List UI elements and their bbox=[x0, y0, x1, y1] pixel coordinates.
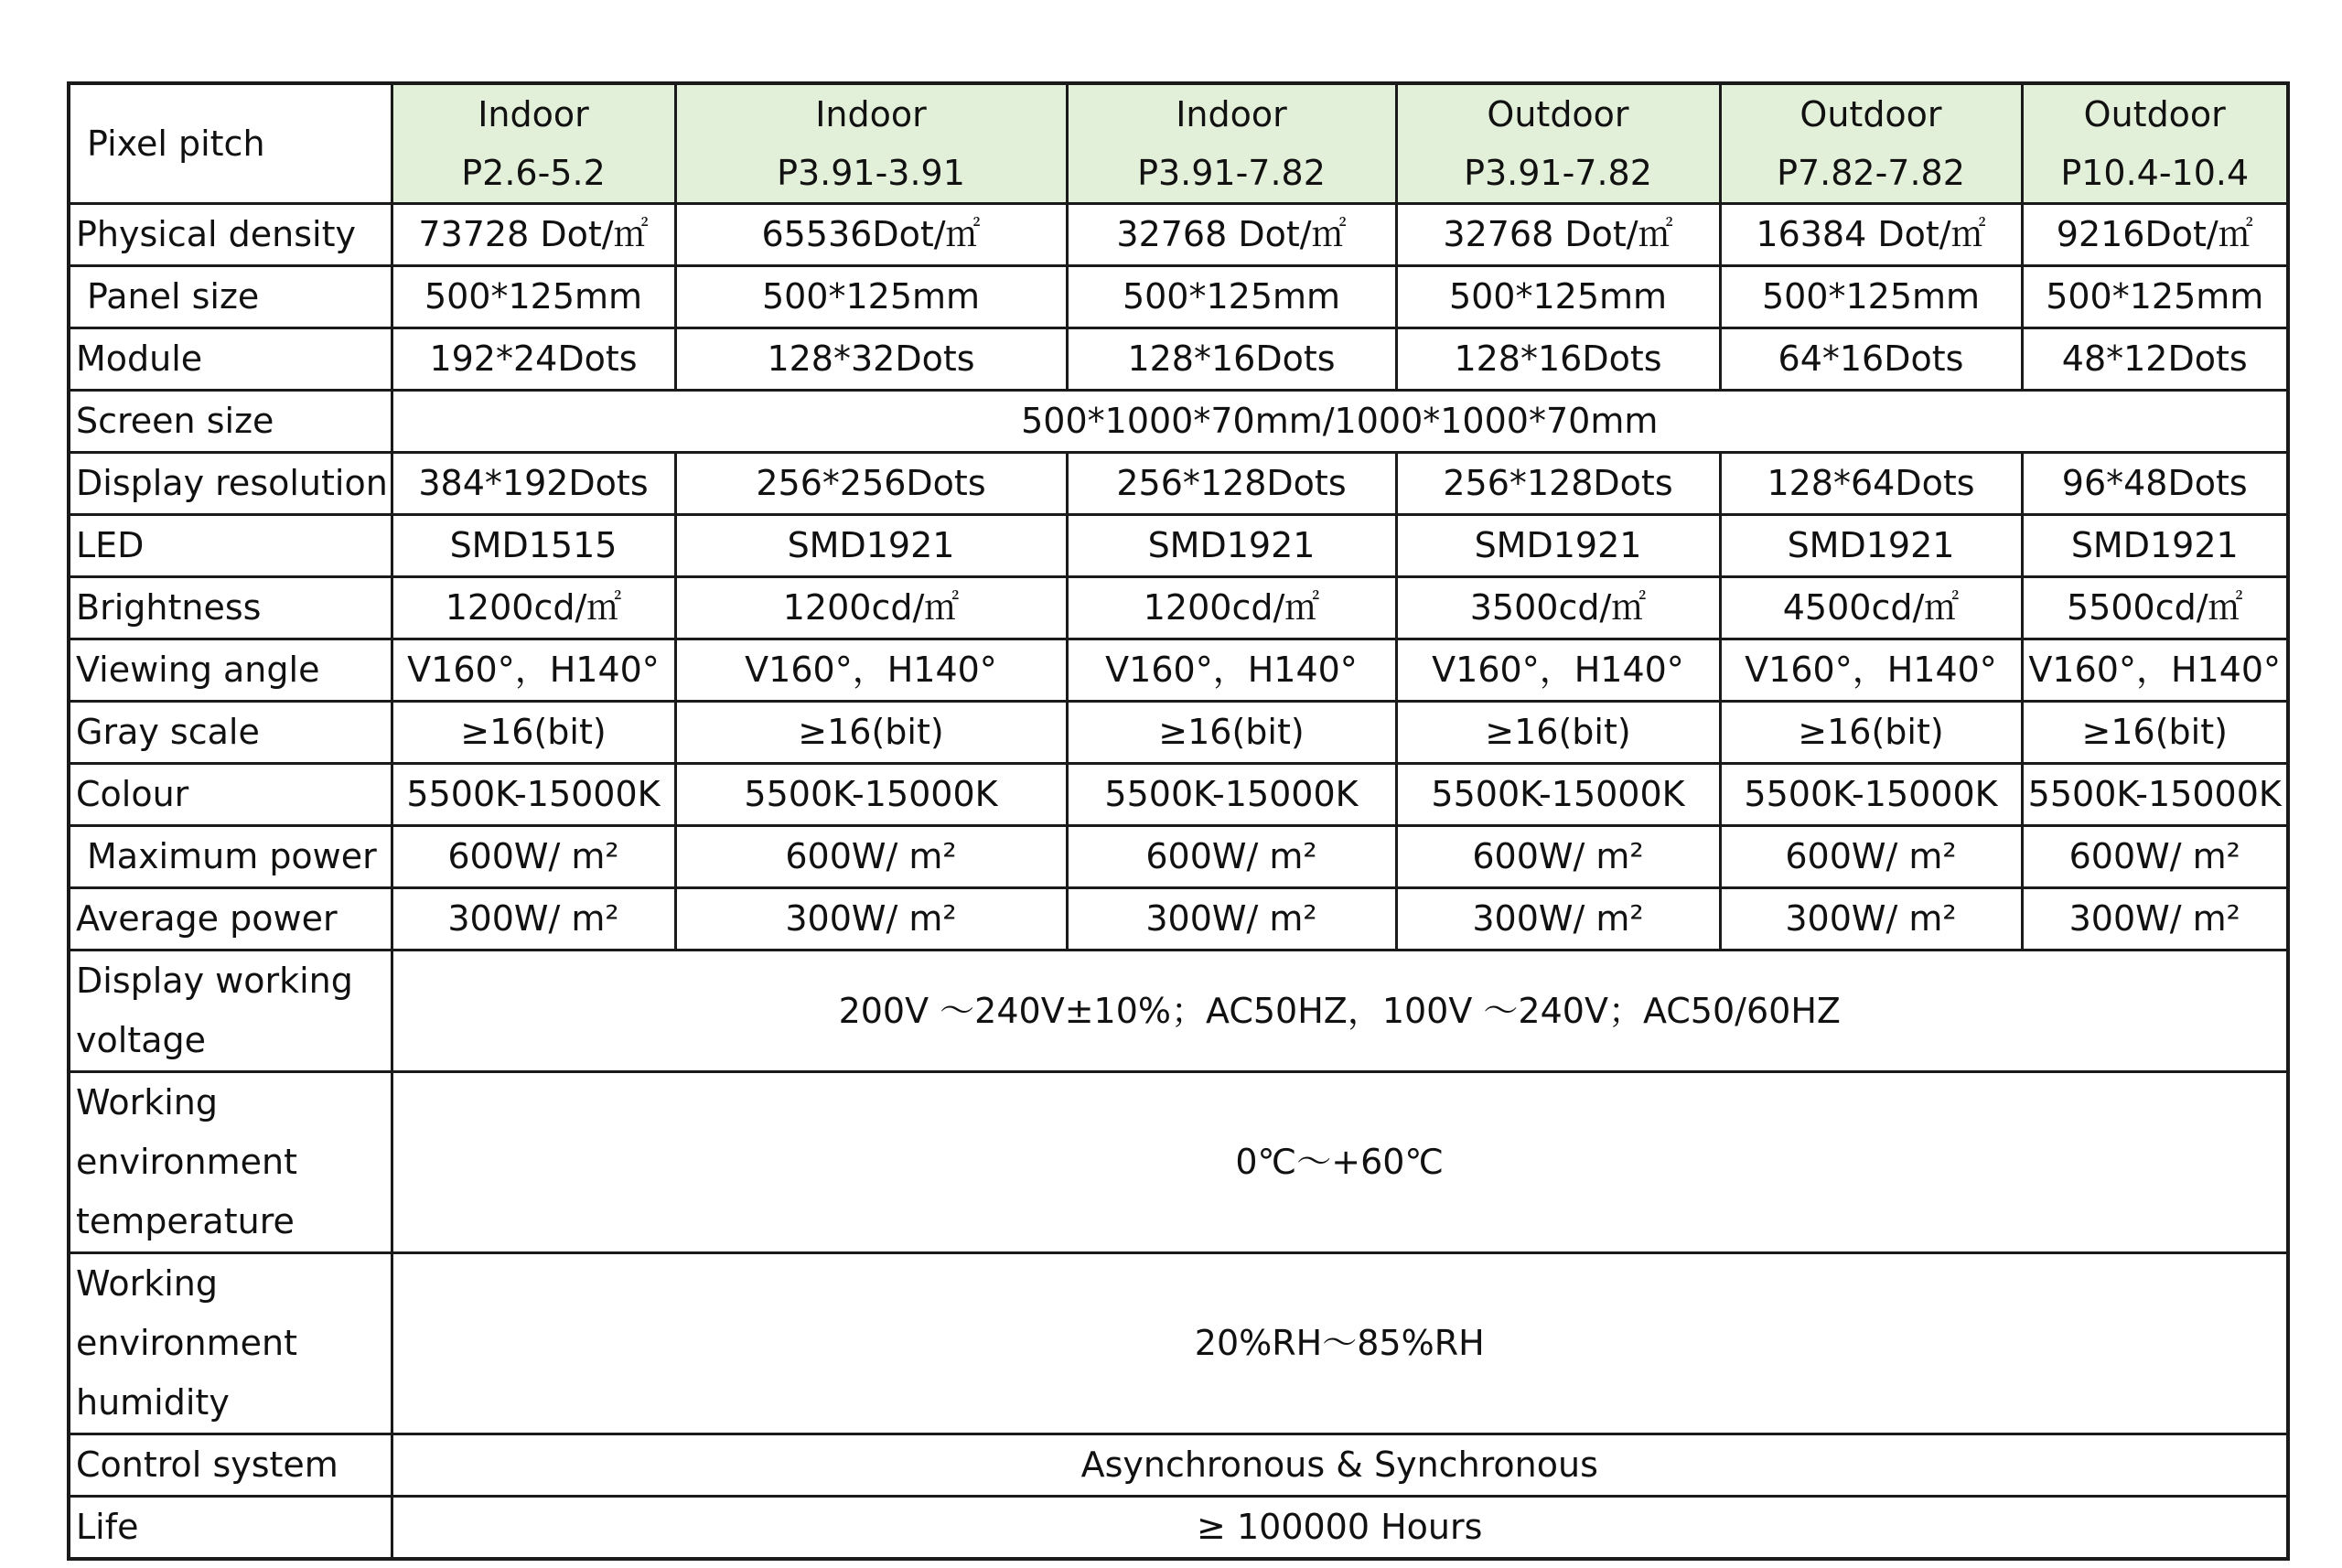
cell: SMD1921 bbox=[1067, 515, 1396, 577]
row-panel-size bbox=[69, 266, 2288, 328]
cell: 5500K-15000K bbox=[675, 764, 1067, 826]
column-pitch: P7.82-7.82 bbox=[1777, 153, 1965, 193]
row-label: Colour bbox=[69, 764, 392, 826]
cell: 73728 Dot/㎡ bbox=[392, 204, 675, 266]
cell: 64*16Dots bbox=[1720, 328, 2022, 391]
row-label: Maximum power bbox=[69, 826, 392, 888]
row-label: Gray scale bbox=[69, 702, 392, 764]
merged-cell: Asynchronous & Synchronous bbox=[392, 1434, 2288, 1497]
row-working-humidity bbox=[69, 1253, 2288, 1434]
cell: 500*125mm bbox=[1720, 266, 2022, 328]
cell: 128*16Dots bbox=[1396, 328, 1720, 391]
cell: 128*32Dots bbox=[675, 328, 1067, 391]
cell: 500*125mm bbox=[1396, 266, 1720, 328]
row-control-system bbox=[69, 1434, 2288, 1497]
cell: 500*125mm bbox=[392, 266, 675, 328]
cell: 256*256Dots bbox=[675, 453, 1067, 515]
column-env: Indoor bbox=[478, 94, 589, 134]
cell: ≥16(bit) bbox=[675, 702, 1067, 764]
row-label: Life bbox=[69, 1497, 392, 1560]
cell: 256*128Dots bbox=[1067, 453, 1396, 515]
column-header-6 bbox=[2022, 83, 2288, 204]
cell: 16384 Dot/㎡ bbox=[1720, 204, 2022, 266]
column-pitch: P2.6-5.2 bbox=[461, 153, 606, 193]
cell: 600W/ m² bbox=[675, 826, 1067, 888]
column-pitch: P3.91-7.82 bbox=[1464, 153, 1652, 193]
cell: 500*125mm bbox=[2022, 266, 2288, 328]
cell: 300W/ m² bbox=[1720, 888, 2022, 950]
cell: 3500cd/㎡ bbox=[1396, 577, 1720, 639]
row-led bbox=[69, 515, 2288, 577]
merged-cell: ≥ 100000 Hours bbox=[392, 1497, 2288, 1560]
column-env: Outdoor bbox=[1799, 94, 1942, 134]
cell: V160°，H140° bbox=[1720, 639, 2022, 702]
merged-cell: 20%RH～85%RH bbox=[392, 1253, 2288, 1434]
row-label: Display resolution bbox=[69, 453, 392, 515]
column-env: Indoor bbox=[815, 94, 927, 134]
row-display-resolution bbox=[69, 453, 2288, 515]
cell: 600W/ m² bbox=[2022, 826, 2288, 888]
cell: 48*12Dots bbox=[2022, 328, 2288, 391]
cell: 5500cd/㎡ bbox=[2022, 577, 2288, 639]
cell: 300W/ m² bbox=[1067, 888, 1396, 950]
merged-cell: 200V ～240V±10%；AC50HZ，100V ～240V；AC50/60HZ bbox=[392, 950, 2288, 1072]
cell: V160°，H140° bbox=[675, 639, 1067, 702]
cell: 300W/ m² bbox=[392, 888, 675, 950]
column-header-3 bbox=[1067, 83, 1396, 204]
cell: 1200cd/㎡ bbox=[675, 577, 1067, 639]
row-label: Brightness bbox=[69, 577, 392, 639]
cell: 600W/ m² bbox=[1720, 826, 2022, 888]
column-header-1 bbox=[392, 83, 675, 204]
row-gray-scale bbox=[69, 702, 2288, 764]
column-env: Indoor bbox=[1176, 94, 1287, 134]
row-module bbox=[69, 328, 2288, 391]
cell: 1200cd/㎡ bbox=[1067, 577, 1396, 639]
cell: 5500K-15000K bbox=[1067, 764, 1396, 826]
row-label: Module bbox=[69, 328, 392, 391]
cell: 300W/ m² bbox=[675, 888, 1067, 950]
row-working-temperature bbox=[69, 1072, 2288, 1253]
row-screen-size bbox=[69, 391, 2288, 453]
cell: 9216Dot/㎡ bbox=[2022, 204, 2288, 266]
column-pitch: P10.4-10.4 bbox=[2060, 153, 2250, 193]
cell: 32768 Dot/㎡ bbox=[1396, 204, 1720, 266]
cell: 300W/ m² bbox=[2022, 888, 2288, 950]
cell: 256*128Dots bbox=[1396, 453, 1720, 515]
column-env: Outdoor bbox=[2083, 94, 2226, 134]
cell: 5500K-15000K bbox=[1396, 764, 1720, 826]
cell: V160°，H140° bbox=[392, 639, 675, 702]
row-label: Display working voltage bbox=[69, 950, 392, 1072]
cell: ≥16(bit) bbox=[392, 702, 675, 764]
row-label: Viewing angle bbox=[69, 639, 392, 702]
column-env: Outdoor bbox=[1487, 94, 1629, 134]
row-label-pixel-pitch: Pixel pitch bbox=[69, 83, 392, 204]
header-row bbox=[69, 83, 2288, 204]
row-label: Working environment humidity bbox=[69, 1253, 392, 1434]
cell: SMD1921 bbox=[1396, 515, 1720, 577]
merged-cell: 0℃～+60℃ bbox=[392, 1072, 2288, 1253]
row-physical-density bbox=[69, 204, 2288, 266]
column-pitch: P3.91-7.82 bbox=[1137, 153, 1326, 193]
column-header-5 bbox=[1720, 83, 2022, 204]
cell: 96*48Dots bbox=[2022, 453, 2288, 515]
cell: 600W/ m² bbox=[1396, 826, 1720, 888]
cell: SMD1515 bbox=[392, 515, 675, 577]
cell: ≥16(bit) bbox=[2022, 702, 2288, 764]
row-label: Physical density bbox=[69, 204, 392, 266]
row-colour bbox=[69, 764, 2288, 826]
cell: SMD1921 bbox=[2022, 515, 2288, 577]
spec-table bbox=[67, 81, 2290, 1561]
cell: 128*64Dots bbox=[1720, 453, 2022, 515]
cell: 600W/ m² bbox=[392, 826, 675, 888]
row-label: Panel size bbox=[69, 266, 392, 328]
cell: 500*125mm bbox=[1067, 266, 1396, 328]
cell: ≥16(bit) bbox=[1067, 702, 1396, 764]
cell: SMD1921 bbox=[675, 515, 1067, 577]
row-label: Control system bbox=[69, 1434, 392, 1497]
cell: 5500K-15000K bbox=[392, 764, 675, 826]
cell: 500*125mm bbox=[675, 266, 1067, 328]
cell: 300W/ m² bbox=[1396, 888, 1720, 950]
cell: ≥16(bit) bbox=[1720, 702, 2022, 764]
cell: ≥16(bit) bbox=[1396, 702, 1720, 764]
cell: 4500cd/㎡ bbox=[1720, 577, 2022, 639]
column-header-2 bbox=[675, 83, 1067, 204]
row-label: Working environment temperature bbox=[69, 1072, 392, 1253]
row-working-voltage bbox=[69, 950, 2288, 1072]
cell: 384*192Dots bbox=[392, 453, 675, 515]
row-brightness bbox=[69, 577, 2288, 639]
cell: V160°，H140° bbox=[1067, 639, 1396, 702]
row-label: LED bbox=[69, 515, 392, 577]
cell: 32768 Dot/㎡ bbox=[1067, 204, 1396, 266]
cell: 5500K-15000K bbox=[2022, 764, 2288, 826]
cell: 192*24Dots bbox=[392, 328, 675, 391]
cell: V160°，H140° bbox=[1396, 639, 1720, 702]
merged-cell: 500*1000*70mm/1000*1000*70mm bbox=[392, 391, 2288, 453]
row-label: Screen size bbox=[69, 391, 392, 453]
row-viewing-angle bbox=[69, 639, 2288, 702]
cell: 65536Dot/㎡ bbox=[675, 204, 1067, 266]
cell: 1200cd/㎡ bbox=[392, 577, 675, 639]
cell: 128*16Dots bbox=[1067, 328, 1396, 391]
row-maximum-power bbox=[69, 826, 2288, 888]
cell: SMD1921 bbox=[1720, 515, 2022, 577]
column-pitch: P3.91-3.91 bbox=[777, 153, 965, 193]
cell: 5500K-15000K bbox=[1720, 764, 2022, 826]
row-life bbox=[69, 1497, 2288, 1560]
row-label: Average power bbox=[69, 888, 392, 950]
cell: V160°，H140° bbox=[2022, 639, 2288, 702]
row-average-power bbox=[69, 888, 2288, 950]
cell: 600W/ m² bbox=[1067, 826, 1396, 888]
column-header-4 bbox=[1396, 83, 1720, 204]
